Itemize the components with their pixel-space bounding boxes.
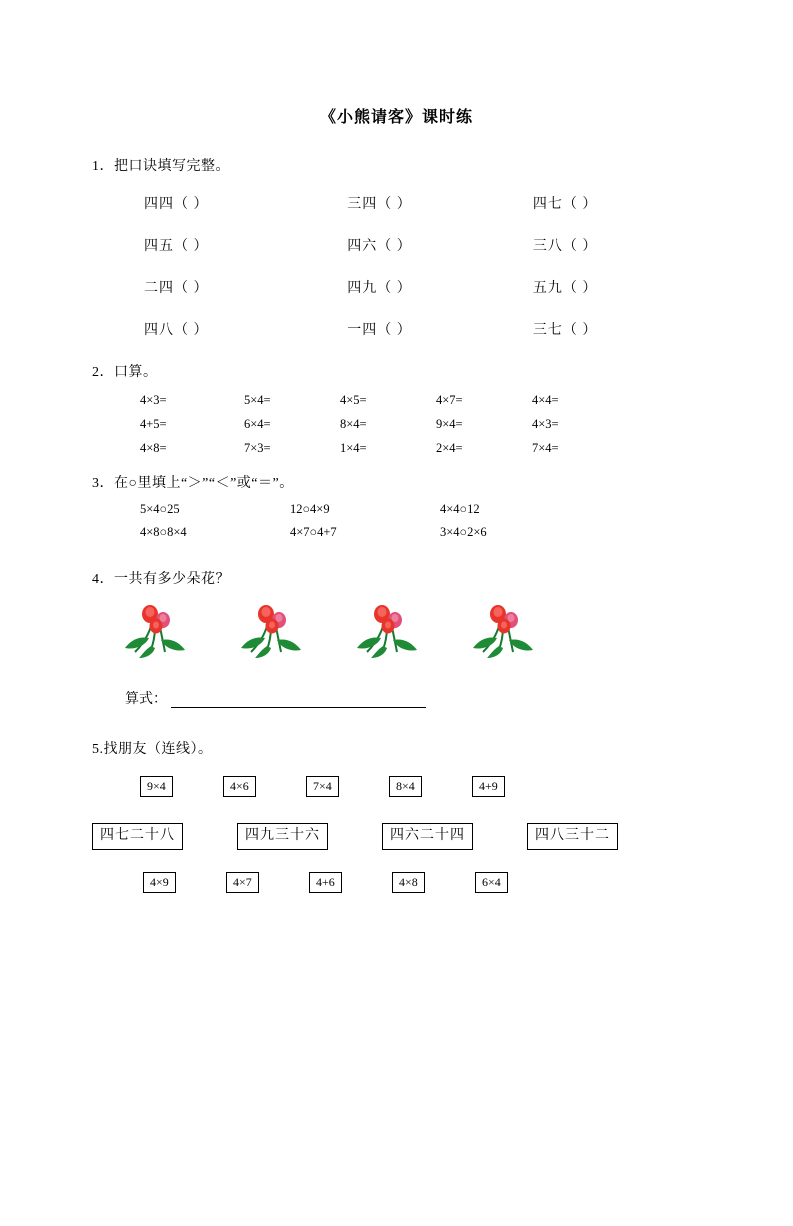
koujue-cell[interactable]: 五九（ ） bbox=[532, 281, 598, 296]
koushan-cell[interactable]: 4+5= bbox=[140, 417, 167, 431]
match-slot bbox=[475, 872, 558, 893]
match-slot bbox=[140, 776, 223, 797]
match-top-row bbox=[140, 776, 760, 797]
match-slot bbox=[226, 872, 309, 893]
question-3-grid bbox=[140, 502, 660, 540]
koushan-cell[interactable]: 6×4= bbox=[244, 417, 271, 431]
answer-blank-line[interactable] bbox=[171, 693, 426, 708]
compare-row bbox=[140, 502, 660, 517]
koushan-cell[interactable]: 1×4= bbox=[340, 441, 367, 455]
match-card[interactable]: 四九三十六 bbox=[237, 823, 328, 850]
compare-cell[interactable]: 12○4×9 bbox=[290, 502, 330, 516]
koushan-cell[interactable]: 5×4= bbox=[244, 393, 271, 407]
question-2-grid bbox=[140, 393, 700, 456]
koujue-cell[interactable]: 四九（ ） bbox=[347, 281, 412, 296]
koushan-cell[interactable]: 2×4= bbox=[436, 441, 463, 455]
koushan-row bbox=[140, 393, 700, 408]
match-slot bbox=[382, 823, 527, 850]
match-card[interactable]: 9×4 bbox=[140, 776, 173, 797]
koujue-cell[interactable]: 四四（ ） bbox=[144, 197, 209, 212]
match-slot bbox=[389, 776, 472, 797]
match-slot bbox=[92, 823, 237, 850]
match-slot bbox=[223, 776, 306, 797]
koushan-cell[interactable]: 4×4= bbox=[532, 393, 559, 407]
koujue-cell[interactable]: 一四（ ） bbox=[347, 323, 412, 338]
koushan-cell[interactable]: 7×4= bbox=[532, 441, 559, 455]
answer-line-row bbox=[125, 688, 793, 708]
koujue-cell[interactable]: 三四（ ） bbox=[347, 197, 412, 212]
match-card[interactable]: 4×9 bbox=[143, 872, 176, 893]
match-card[interactable]: 6×4 bbox=[475, 872, 508, 893]
koushan-row bbox=[140, 441, 700, 456]
match-bottom-row bbox=[143, 872, 763, 893]
koujue-cell[interactable]: 三八（ ） bbox=[532, 239, 598, 254]
question-3-heading: 3．在○里填上“＞”“＜”或“＝”。 bbox=[92, 476, 294, 491]
match-card[interactable]: 7×4 bbox=[306, 776, 339, 797]
compare-cell[interactable]: 4×4○12 bbox=[440, 502, 480, 516]
flower-icon bbox=[231, 598, 311, 660]
question-5-heading: 5.找朋友（连线）。 bbox=[92, 742, 213, 757]
koujue-cell[interactable]: 二四（ ） bbox=[144, 281, 209, 296]
match-slot bbox=[237, 823, 382, 850]
koujue-row bbox=[92, 277, 692, 297]
match-card[interactable]: 四六二十四 bbox=[382, 823, 473, 850]
match-middle-row bbox=[92, 823, 732, 850]
koujue-cell[interactable]: 三七（ ） bbox=[532, 323, 598, 338]
flower-icon bbox=[115, 598, 195, 660]
match-card[interactable]: 四八三十二 bbox=[527, 823, 618, 850]
koushan-cell[interactable]: 4×7= bbox=[436, 393, 463, 407]
koushan-cell[interactable]: 8×4= bbox=[340, 417, 367, 431]
koushan-cell[interactable]: 9×4= bbox=[436, 417, 463, 431]
question-2-heading: 2．口算。 bbox=[92, 365, 158, 380]
compare-cell[interactable]: 4×7○4+7 bbox=[290, 525, 337, 539]
koujue-row bbox=[92, 235, 692, 255]
question-4-heading: 4．一共有多少朵花？ bbox=[92, 572, 230, 587]
match-slot bbox=[527, 823, 672, 850]
koushan-cell[interactable]: 4×3= bbox=[532, 417, 559, 431]
koushan-cell[interactable]: 7×3= bbox=[244, 441, 271, 455]
compare-row bbox=[140, 525, 660, 540]
match-card[interactable]: 4×8 bbox=[392, 872, 425, 893]
flower-icon bbox=[463, 598, 543, 660]
match-slot bbox=[143, 872, 226, 893]
flower-icon bbox=[347, 598, 427, 660]
koujue-row bbox=[92, 193, 692, 213]
page-title: 《小熊请客》课时练 bbox=[319, 109, 473, 126]
worksheet-page bbox=[0, 104, 793, 1226]
match-card[interactable]: 4×7 bbox=[226, 872, 259, 893]
koujue-cell[interactable]: 四八（ ） bbox=[144, 323, 209, 338]
koushan-row bbox=[140, 417, 700, 432]
match-card[interactable]: 4+9 bbox=[472, 776, 505, 797]
compare-cell[interactable]: 5×4○25 bbox=[140, 502, 180, 516]
koujue-cell[interactable]: 四七（ ） bbox=[532, 197, 598, 212]
match-slot bbox=[472, 776, 555, 797]
match-card[interactable]: 4×6 bbox=[223, 776, 256, 797]
compare-cell[interactable]: 3×4○2×6 bbox=[440, 525, 487, 539]
match-slot bbox=[392, 872, 475, 893]
compare-cell[interactable]: 4×8○8×4 bbox=[140, 525, 187, 539]
koujue-cell[interactable]: 四六（ ） bbox=[347, 239, 412, 254]
koujue-cell[interactable]: 四五（ ） bbox=[144, 239, 209, 254]
match-card[interactable]: 4+6 bbox=[309, 872, 342, 893]
answer-label: 算式： bbox=[125, 692, 167, 707]
question-1-heading: 1．把口诀填写完整。 bbox=[92, 159, 230, 174]
koushan-cell[interactable]: 4×3= bbox=[140, 393, 167, 407]
match-card[interactable]: 四七二十八 bbox=[92, 823, 183, 850]
koushan-cell[interactable]: 4×8= bbox=[140, 441, 167, 455]
flower-group bbox=[115, 598, 793, 660]
match-card[interactable]: 8×4 bbox=[389, 776, 422, 797]
question-1-grid bbox=[92, 193, 692, 339]
koujue-row bbox=[92, 319, 692, 339]
koushan-cell[interactable]: 4×5= bbox=[340, 393, 367, 407]
match-slot bbox=[306, 776, 389, 797]
match-slot bbox=[309, 872, 392, 893]
